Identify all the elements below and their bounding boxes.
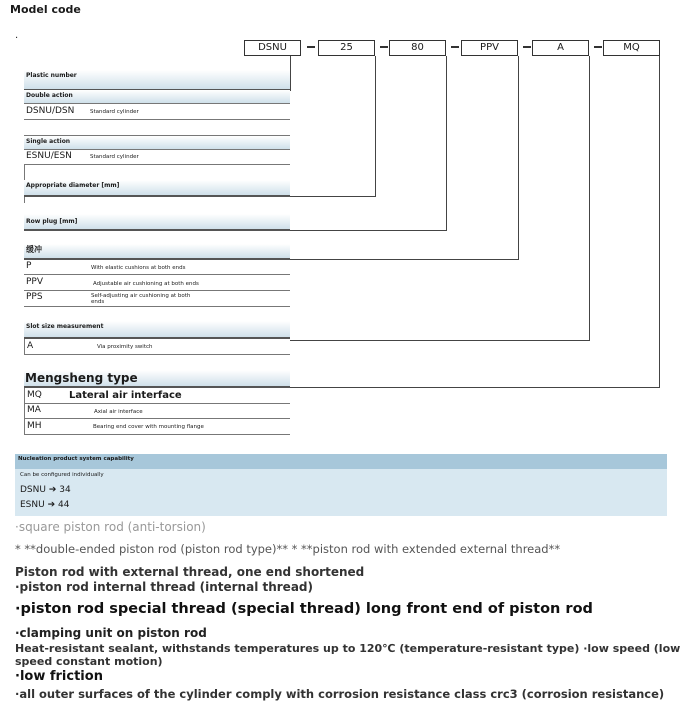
connector-stroke-v [446, 56, 447, 231]
feature-ext-thread: Piston rod with external thread, one end shortened [15, 565, 365, 579]
code-box-stroke: 80 [389, 40, 446, 56]
nucleation-header: Nucleation product system capability [15, 454, 667, 469]
cushion-code-pps: PPS [26, 292, 43, 302]
cushion-code-ppv: PPV [26, 277, 44, 287]
code-box-diameter: 25 [318, 40, 375, 56]
mengsheng-desc-mh: Bearing end cover with mounting flange [93, 424, 204, 430]
single-action-code: ESNU/ESN [26, 151, 72, 161]
feature-clamping: ·clamping unit on piston rod [15, 626, 207, 640]
mengsheng-code-mh: MH [27, 421, 42, 431]
feature-int-thread: ·piston rod internal thread (internal thread) [15, 580, 313, 594]
code-box-series: DSNU [244, 40, 301, 56]
arrow-right-icon: ➔ [47, 500, 56, 510]
mengsheng-title: Mengsheng type [24, 370, 290, 388]
diameter-header: Appropriate diameter [mm] [24, 180, 290, 197]
dash-2 [380, 46, 388, 48]
mengsheng-code-ma: MA [27, 405, 41, 415]
connector-diameter-h [290, 196, 376, 197]
feature-heat-line1: Heat-resistant sealant, withstands temperatures up to 120℃ (temperature-resistant type) ·low speed (low [15, 642, 681, 655]
cushion-code-p: P [26, 261, 32, 271]
feature-heat-line2: speed constant motion) [15, 655, 163, 668]
double-action-desc: Standard cylinder [90, 109, 139, 115]
nucleation-item-esnu [20, 500, 69, 510]
connector-slot-v [589, 56, 590, 341]
dash-3 [451, 46, 459, 48]
page-title: Model code [10, 3, 81, 16]
connector-cushion-h [290, 259, 519, 260]
slot-code: A [27, 341, 34, 351]
nucleation-to: 44 [58, 500, 70, 510]
connector-type-h [290, 387, 660, 388]
double-action-spacer [24, 120, 290, 136]
feature-special-thread: ·piston rod special thread (special thread) long front end of piston rod [15, 601, 593, 617]
feature-corrosion: ·all outer surfaces of the cylinder comply with corrosion resistance class crc3 (corrosion resistance) [15, 687, 665, 701]
dash-1 [307, 46, 315, 48]
cushion-header: 缓冲 [24, 244, 290, 260]
mengsheng-desc-mq: Lateral air interface [69, 390, 182, 401]
connector-type-v [659, 56, 660, 388]
nucleation-from: ESNU [20, 500, 45, 510]
double-action-code: DSNU/DSN [26, 106, 75, 116]
connector-diameter-v [375, 56, 376, 197]
code-box-cushion: PPV [461, 40, 518, 56]
feature-low-friction: ·low friction [15, 669, 103, 684]
slot-header: Slot size measurement [24, 321, 290, 339]
dot-mark: . [15, 30, 19, 41]
nucleation-to: 34 [59, 485, 71, 495]
arrow-right-icon: ➔ [48, 485, 57, 495]
mengsheng-row-mq [24, 388, 290, 404]
mengsheng-row-mh [24, 419, 290, 435]
plastic-number-header: Plastic number [24, 70, 290, 91]
code-box-slot: A [532, 40, 589, 56]
code-box-type: MQ [603, 40, 660, 56]
double-action-row [24, 104, 290, 120]
single-action-row [24, 150, 290, 165]
connector-series-v [290, 56, 291, 91]
feature-double-ended: * **double-ended piston rod (piston rod type)** * **piston rod with extended external thread** [15, 542, 561, 556]
slot-row [24, 339, 290, 355]
nucleation-item-dsnu [20, 485, 71, 495]
mengsheng-desc-ma: Axial air interface [94, 409, 143, 415]
single-action-header: Single action [24, 136, 290, 150]
connector-cushion-v [518, 56, 519, 260]
dash-4 [523, 46, 531, 48]
nucleation-note: Can be configured individually [20, 472, 104, 478]
cushion-row-pps [24, 291, 290, 307]
dash-5 [594, 46, 602, 48]
connector-slot-h [290, 340, 590, 341]
slot-desc: Via proximity switch [97, 344, 153, 350]
row-plug-header: Row plug [mm] [24, 214, 290, 231]
cushion-desc-p: With elastic cushions at both ends [91, 265, 186, 271]
nucleation-body [15, 469, 667, 516]
single-action-desc: Standard cylinder [90, 154, 139, 160]
cushion-desc-pps: Self-adjusting air cushioning at both ends [91, 293, 191, 305]
double-action-header: Double action [24, 90, 290, 104]
nucleation-from: DSNU [20, 485, 46, 495]
cushion-row-p [24, 260, 290, 275]
cushion-row-ppv [24, 275, 290, 291]
feature-square: ·square piston rod (anti-torsion) [15, 520, 206, 534]
cushion-desc-ppv: Adjustable air cushioning at both ends [93, 281, 199, 287]
mengsheng-code-mq: MQ [27, 390, 42, 400]
connector-stroke-h [290, 230, 447, 231]
mengsheng-row-ma [24, 404, 290, 419]
